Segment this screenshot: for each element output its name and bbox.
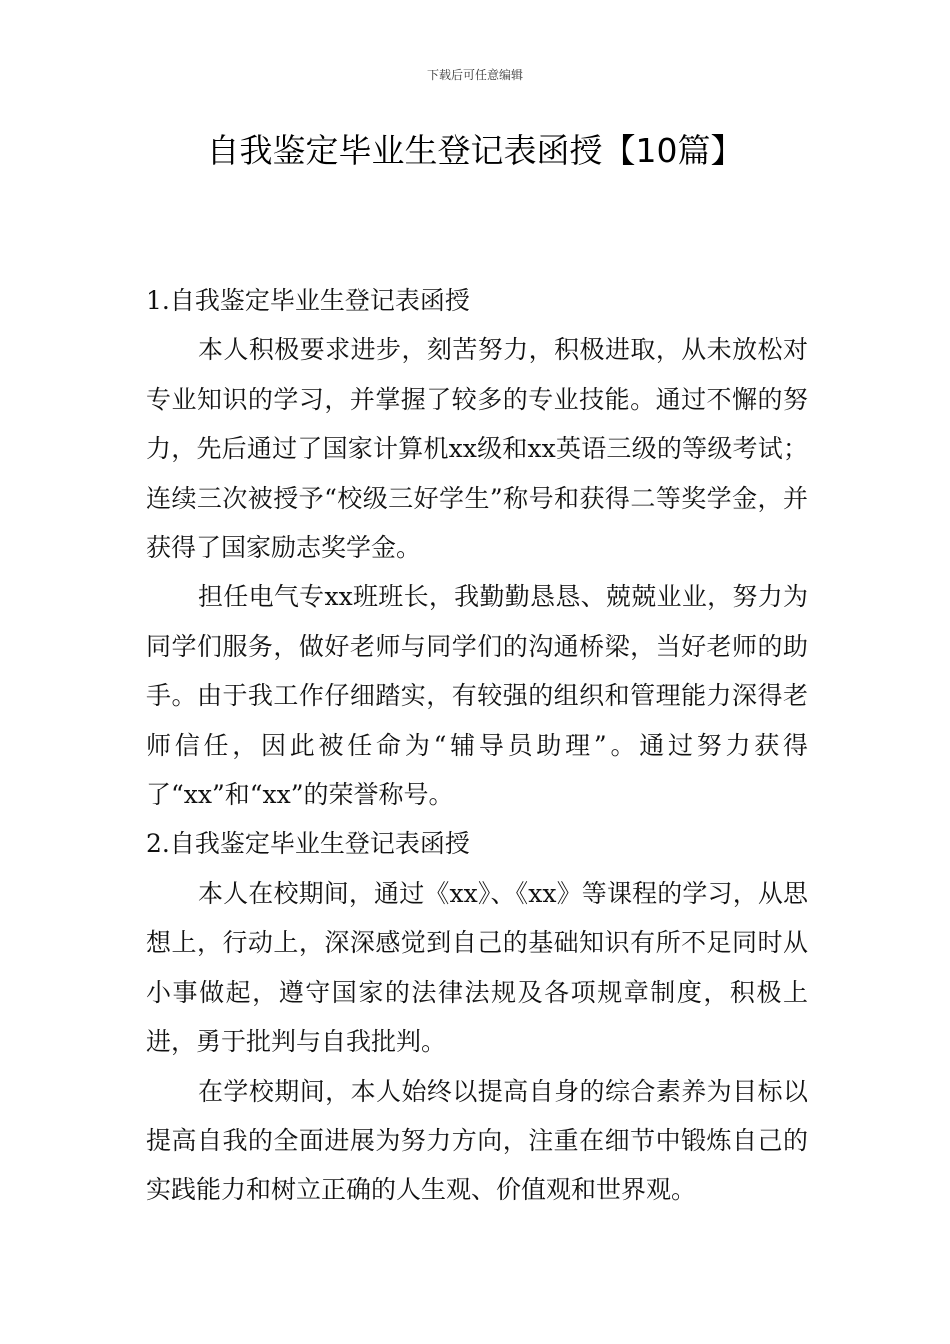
section-heading: 1.自我鉴定毕业生登记表函授 — [146, 286, 470, 315]
document-title: 自我鉴定毕业生登记表函授【10篇】 — [206, 131, 744, 170]
body-paragraph: 在学校期间，本人始终以提高自身的综合素养为目标以提高自我的全面进展为努力方向，注重在细节中锻炼自己的实践能力和树立正确的人生观、价值观和世界观。 — [146, 1076, 808, 1205]
body-paragraph: 本人积极要求进步，刻苦努力，积极进取，从未放松对专业知识的学习，并掌握了较多的专业技能。通过不懈的努力，先后通过了国家计算机xx级和xx英语三级的等级考试；连续三次被授予“校级三好学生”称号和获得二等奖学金，并获得了国家励志奖学金。 — [146, 335, 808, 563]
section-heading: 2.自我鉴定毕业生登记表函授 — [146, 829, 470, 859]
header-note: 下载后可任意编辑 — [426, 68, 523, 82]
document-body — [146, 276, 808, 1215]
body-paragraph: 担任电气专xx班班长，我勤勤恳恳、兢兢业业，努力为同学们服务，做好老师与同学们的沟通桥梁，当好老师的助手。由于我工作仔细踏实，有较强的组织和管理能力深得老师信任，因此被任命为“辅导员助理”。通过努力获得了“xx”和“xx”的荣誉称号。 — [146, 582, 808, 810]
body-paragraph: 本人在校期间，通过《xx》、《xx》等课程的学习，从思想上，行动上，深深感觉到自己的基础知识有所不足同时从小事做起，遵守国家的法律法规及各项规章制度，积极上进，勇于批判与自我批判。 — [146, 878, 808, 1057]
